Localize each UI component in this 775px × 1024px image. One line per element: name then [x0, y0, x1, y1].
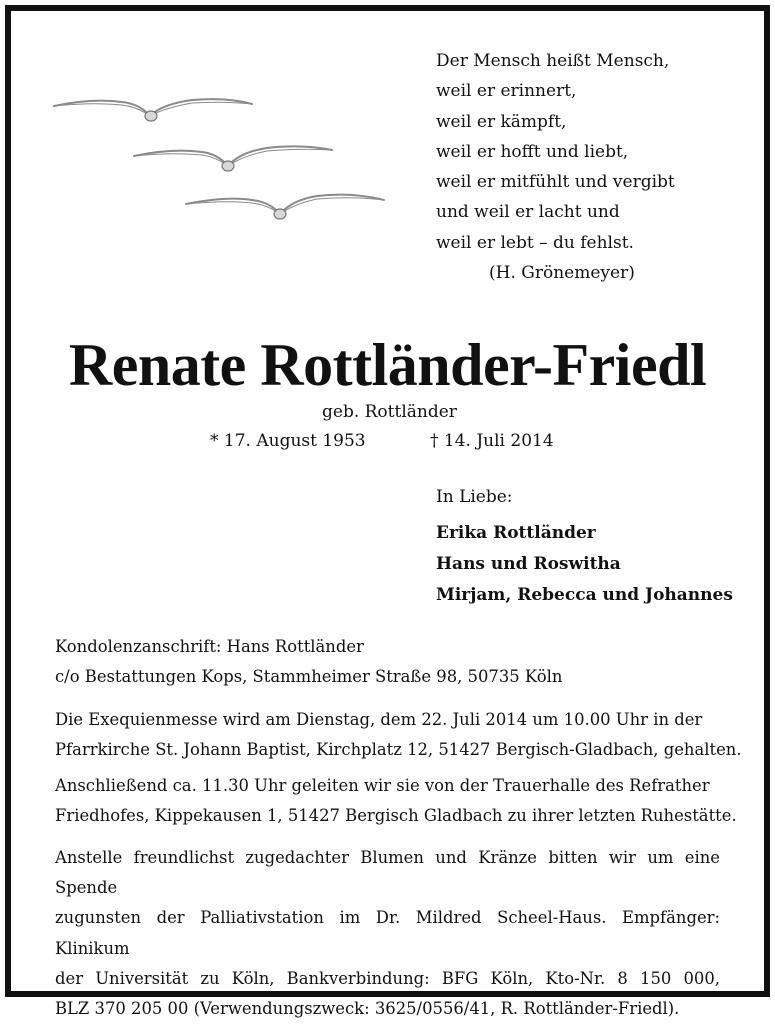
seagull-icon	[186, 195, 384, 219]
mourners-list	[436, 518, 733, 611]
poem-line: weil er kämpft,	[436, 111, 567, 132]
donation-paragraph	[55, 843, 720, 1024]
poem-line: Der Mensch heißt Mensch,	[436, 51, 670, 71]
death-date: † 14. Juli 2014	[430, 431, 554, 451]
birth-name: geb. Rottländer	[322, 402, 457, 422]
burial-paragraph	[55, 771, 737, 831]
birds-illustration	[52, 92, 392, 222]
mass-paragraph	[55, 705, 742, 765]
seagull-icon	[134, 146, 332, 171]
condolence-line: Kondolenzanschrift: Hans Rottländer	[55, 637, 364, 656]
seagull-icon	[54, 99, 252, 121]
mourners-intro: In Liebe:	[436, 487, 513, 507]
paragraph-line: zugunsten der Palliativstation im Dr. Mildred Scheel-Haus. Empfänger: Klinikum	[55, 908, 720, 958]
birth-date: * 17. August 1953	[210, 431, 366, 451]
mourner-name: Erika Rottländer	[436, 523, 596, 543]
paragraph-line: Anstelle freundlichst zugedachter Blumen und Kränze bitten wir um eine Spende	[55, 848, 720, 898]
poem-line: und weil er lacht und	[436, 202, 620, 223]
paragraph-line: Pfarrkirche St. Johann Baptist, Kirchplatz 12, 51427 Bergisch-Gladbach, gehalten.	[55, 740, 742, 760]
poem-line: weil er lebt – du fehlst.	[436, 232, 634, 253]
paragraph-line: Anschließend ca. 11.30 Uhr geleiten wir sie von der Trauerhalle des Refrather	[55, 776, 710, 795]
poem	[436, 46, 675, 288]
paragraph-line: Friedhofes, Kippekausen 1, 51427 Bergisch Gladbach zu ihrer letzten Ruhestätte.	[55, 806, 737, 826]
deceased-name: Renate Rottländer-Friedl	[68, 332, 707, 398]
poem-line: weil er mitfühlt und vergibt	[436, 172, 675, 193]
condolence-line: c/o Bestattungen Kops, Stammheimer Straße 98, 50735 Köln	[55, 667, 563, 687]
poem-author: (H. Grönemeyer)	[489, 263, 635, 284]
paragraph-line: der Universität zu Köln, Bankverbindung: BFG Köln, Kto-Nr. 8 150 000,	[55, 968, 720, 988]
paragraph-line: Die Exequienmesse wird am Dienstag, dem 22. Juli 2014 um 10.00 Uhr in der	[55, 710, 703, 729]
mourner-name: Mirjam, Rebecca und Johannes	[436, 585, 733, 605]
mourner-name: Hans und Roswitha	[436, 554, 621, 574]
condolence-address	[55, 632, 720, 692]
paragraph-line: BLZ 370 205 00 (Verwendungszweck: 3625/0556/41, R. Rottländer-Friedl).	[55, 999, 680, 1019]
poem-line: weil er hofft und liebt,	[436, 141, 629, 162]
poem-line: weil er erinnert,	[436, 81, 577, 102]
